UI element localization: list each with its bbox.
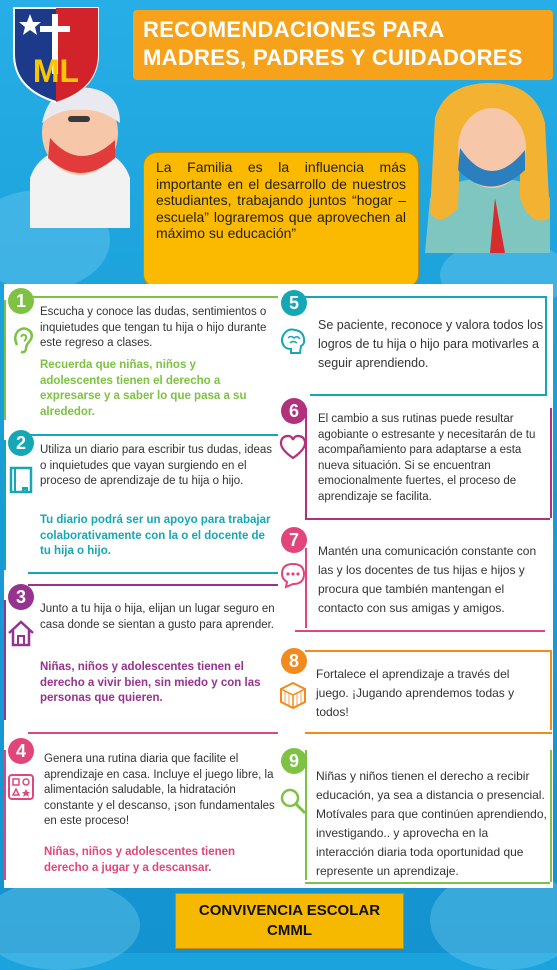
item-border <box>28 296 278 298</box>
item-border <box>28 434 278 436</box>
item-border <box>28 732 278 734</box>
item-number: 2 <box>8 430 34 456</box>
item-text: Genera una rutina diaria que facilite el aprendizaje en casa. Incluye el juego libre, la alimentación saludable, la hidratación constante y el descanso, ¡son fundamentales en este proceso! <box>44 753 275 827</box>
cube-icon <box>278 680 308 710</box>
intro-box <box>143 152 419 288</box>
item-text: Escucha y conoce las dudas, sentimientos o inquietudes que tengan tu hija o hijo durante este regreso a clases. <box>40 306 267 349</box>
title-line-1: RECOMENDACIONES PARA <box>143 17 445 42</box>
school-logo <box>10 4 102 104</box>
item-text: El cambio a sus rutinas puede resultar agobiante o estresante y necesitarán de tu acompañamiento para adaptarse a esta nueva situación. Si se encuentran emocionalmente fuertes, el proceso de aprendizaje se facilita. <box>318 413 536 503</box>
activities-icon <box>6 772 36 802</box>
item-text: Fortalece el aprendizaje a través del juego. ¡Jugando aprendemos todas y todos! <box>316 667 515 719</box>
item-border <box>305 732 552 734</box>
item-highlight: Recuerda que niñas, niños y adolescentes tienen el derecho a expresarse y a saber lo que pasa a su alrededor. <box>40 359 247 418</box>
item-highlight: Tu diario podrá ser un apoyo para trabajar colaborativamente con la o el docente de tu hija o hijo. <box>40 514 271 557</box>
item-border <box>550 750 552 882</box>
item-number: 8 <box>281 648 307 674</box>
item-border <box>550 650 552 730</box>
item-border <box>4 750 6 880</box>
magnifier-icon <box>278 786 308 816</box>
item-number: 4 <box>8 738 34 764</box>
item-border <box>28 572 278 574</box>
item-border <box>305 408 307 518</box>
ear-icon <box>8 325 38 355</box>
item-number: 3 <box>8 584 34 610</box>
footer-line-2: CMML <box>267 922 312 939</box>
brain-icon <box>278 326 308 356</box>
footer-box <box>175 893 404 949</box>
item-number: 7 <box>281 527 307 553</box>
item-number: 9 <box>281 748 307 774</box>
item-border <box>310 394 545 396</box>
item-highlight: Niñas, niños y adolescentes tienen el derecho a vivir bien, sin miedo y con las personas que quieren. <box>40 661 261 704</box>
heart-icon <box>278 432 308 462</box>
footer-line-1: CONVIVENCIA ESCOLAR <box>198 902 381 919</box>
house-icon <box>6 618 36 648</box>
logo-text: ML <box>32 53 80 89</box>
item-text: Mantén una comunicación constante con las y los docentes de tus hijas e hijos y procura que también mantengan el contacto con sus amigas y amigos. <box>318 544 537 615</box>
item-number: 6 <box>281 398 307 424</box>
item-text: Utiliza un diario para escribir tus dudas, ideas o inquietudes que vayan surgiendo en el proceso de aprendizaje de tu hija o hijo. <box>40 444 273 487</box>
item-border <box>305 882 550 884</box>
healthworker-illustration-right <box>420 78 555 253</box>
item-border <box>305 296 545 298</box>
item-text: Niñas y niños tienen el derecho a recibir educación, ya sea a distancia o presencial. Motívales para que continúen aprendiendo, investigando.. y aprovecha en la interacción diaria toda oportunidad que represente un aprendizaje. <box>316 769 547 878</box>
item-number: 5 <box>281 290 307 316</box>
book-icon <box>6 465 36 495</box>
item-text: Junto a tu hija o hija, elijan un lugar seguro en casa donde se sientan a gusto para aprender. <box>40 603 275 631</box>
item-border <box>305 518 550 520</box>
item-border <box>4 440 6 570</box>
item-border <box>4 300 6 420</box>
item-border <box>28 584 278 586</box>
title-line-2: MADRES, PADRES Y CUIDADORES <box>143 45 523 70</box>
item-border <box>305 650 550 652</box>
item-text: Se paciente, reconoce y valora todos los logros de tu hija o hijo para motivarles a seguir aprendiendo. <box>318 318 544 370</box>
page-title <box>143 16 548 72</box>
item-border <box>295 630 545 632</box>
chat-icon <box>278 560 308 590</box>
intro-text: La Familia es la influencia más importante en el desarrollo de nuestros estudiantes, trabajando juntos “hogar – escuela” lograremos que aprovechen al máximo su educación” <box>156 159 406 241</box>
item-number: 1 <box>8 288 34 314</box>
title-banner <box>133 10 553 80</box>
item-highlight: Niñas, niños y adolescentes tienen derecho a jugar y a descansar. <box>44 846 236 874</box>
